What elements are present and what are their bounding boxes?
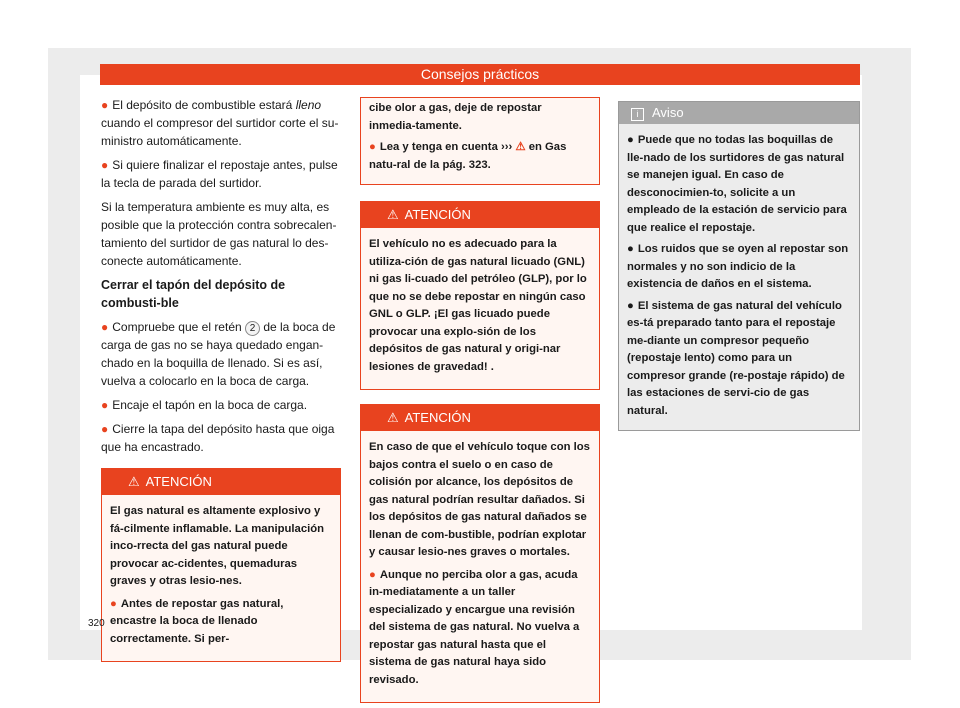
warning-box — [101, 468, 341, 662]
section-heading: Cerrar el tapón del depósito de combusti-ble — [101, 278, 286, 310]
list-item: ● El depósito de combustible estará lleno cuando el compresor del surtidor corte el su-ministro automáticamente. — [101, 98, 339, 148]
list-item: ● Encaje el tapón en la boca de carga. — [101, 398, 308, 412]
column-2 — [360, 97, 600, 703]
column-3 — [618, 101, 860, 431]
bullet-icon: ● — [369, 568, 376, 581]
list-item: ● Compruebe que el retén 2 de la boca de carga de gas no se haya quedado engan-chado en la boquilla de llenado. Si es así, vuelva a colocarlo en la boca de carga. — [101, 320, 336, 388]
warning-box — [360, 404, 600, 703]
note-box — [618, 101, 860, 431]
info-icon: i — [631, 108, 644, 121]
bullet-icon: ● — [101, 422, 109, 436]
note-header: i Aviso — [619, 102, 859, 124]
page-header: Consejos prácticos — [100, 64, 860, 85]
warning-box — [360, 201, 600, 390]
note-body: ● Puede que no todas las boquillas de lle-nado de los surtidores de gas natural se manejen igual. En caso de desconocimien-to, solicite a un empleado de la estación de servicio para que realice el repostaje. ● Los ruidos que se oyen al repostar son normales y no son indicio de la existencia de daños en el sistema. ● El sistema de gas natural del vehículo es-tá preparado tanto para el repostaje me-diante un compresor pequeño (repostaje lento) como para un compresor grande (re-postaje rápido) de las estaciones de servi-cio de gas natural. — [627, 134, 849, 417]
callout-number: 2 — [245, 321, 260, 336]
warning-body: En caso de que el vehículo toque con los bajos contra el suelo o en caso de colisión por alcance, los depósitos de gas natural podrían resultar dañados. Si los depósitos de gas natural dañados se llenan de com-bustible, podrían explotar y causar lesio-nes graves o mortales. ● Aunque no perciba olor a gas, acuda in-mediatamente a un taller especializado y encargue una revisión del sistema de gas natural. No vuelva a repostar gas natural hasta que el sistema de gas natural haya sido revisado. — [369, 441, 590, 686]
warning-body: El gas natural es altamente explosivo y fá-cilmente inflamable. La manipulación inco-rrecta del gas natural puede provocar ac-cidentes, quemaduras graves y otras lesio-nes. ● Antes de repostar gas natural, encastre la boca de llenado correctamente. Si per- — [110, 505, 325, 645]
bullet-icon: ● — [101, 398, 109, 412]
warning-header: ⚠ ATENCIÓN — [361, 202, 599, 228]
bullet-icon: ● — [627, 134, 634, 146]
warning-continuation: cibe olor a gas, deje de repostar inmedia-tamente. ● Lea y tenga en cuenta ››› ⚠ en Gas natu-ral de la pág. 323. — [360, 97, 600, 185]
warning-triangle-icon: ⚠ — [387, 207, 399, 222]
bullet-icon: ● — [101, 98, 109, 112]
bullet-icon: ● — [101, 158, 109, 172]
list-item: ● Si quiere finalizar el repostaje antes, pulse la tecla de parada del surtidor. — [101, 158, 338, 190]
warning-triangle-icon: ⚠ — [387, 410, 399, 425]
bullet-icon: ● — [627, 299, 634, 312]
warning-triangle-icon: ⚠ — [515, 141, 526, 153]
warning-header: ⚠ ATENCIÓN — [102, 469, 340, 495]
list-item: ● Cierre la tapa del depósito hasta que oiga que ha encastrado. — [101, 422, 335, 454]
page-number: 320 — [88, 618, 105, 629]
bullet-icon: ● — [101, 320, 109, 334]
warning-body: El vehículo no es adecuado para la utiliza-ción de gas natural licuado (GNL) ni gas li-cuado del petróleo (GLP), por lo que no se debe repostar en ningún caso GNL o GLP. ¡El gas licuado puede provocar una explo-sión de los depósitos de gas natural y origi-nar lesiones de gravedad! . — [369, 238, 587, 373]
bullet-icon: ● — [110, 597, 117, 610]
warning-triangle-icon: ⚠ — [128, 474, 140, 489]
column-1 — [101, 96, 341, 662]
bullet-icon: ● — [627, 243, 634, 255]
warning-header: ⚠ ATENCIÓN — [361, 405, 599, 431]
paragraph: Si la temperatura ambiente es muy alta, es posible que la protección contra sobrecalen-tamiento del surtidor de gas natural lo des-conecte automáticamente. — [101, 200, 337, 268]
bullet-icon: ● — [369, 141, 376, 153]
